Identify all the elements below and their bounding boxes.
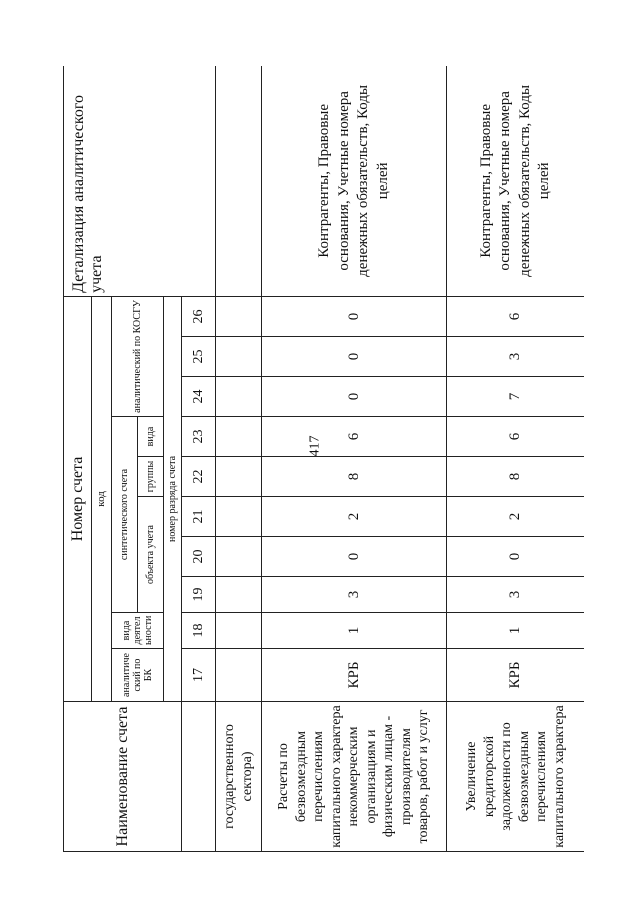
row-account-name: Увеличение кредиторской задолженности по безвозмездным перечислениям капитального характера <box>447 702 585 852</box>
row-value: 6 <box>447 417 585 457</box>
digit-cell: 17 <box>182 649 216 702</box>
digit-cell: 23 <box>182 417 216 457</box>
row-value: 1 <box>262 613 447 649</box>
header-group: группы <box>138 457 164 497</box>
header-analytic-detail: Детализация аналитического учета <box>64 66 216 296</box>
row-account-name: Расчеты по безвозмездным перечислениям капитального характера некоммерческим организациям и физическим лицам - производителям товаров, работ и услуг <box>262 702 447 852</box>
table-row <box>447 66 585 852</box>
digit-cell: 26 <box>182 296 216 336</box>
digit-cell: 21 <box>182 497 216 537</box>
row-value: 6 <box>447 296 585 336</box>
row-account-name: государственного сектора) <box>216 702 262 852</box>
row-value: 0 <box>447 537 585 577</box>
header-analytic-kosgu: аналитический по КОСГУ <box>112 296 164 416</box>
header-analytic-bk: аналитиче ский по БК <box>112 649 164 702</box>
row-value: 1 <box>447 613 585 649</box>
page-number: 417 <box>307 435 323 457</box>
row-value <box>216 497 262 537</box>
row-value <box>216 457 262 497</box>
header-account-number: Номер счета <box>64 296 92 701</box>
row-value: 8 <box>262 457 447 497</box>
header-activity-type: вида деятел ьности <box>112 613 164 649</box>
digit-cell: 24 <box>182 377 216 417</box>
row-value <box>216 296 262 336</box>
row-detail: Контрагенты, Правовые основания, Учетные номера денежных обязательств, Коды целей <box>262 66 447 296</box>
row-value <box>216 649 262 702</box>
row-value <box>216 417 262 457</box>
row-value: 7 <box>447 377 585 417</box>
row-value: КРБ <box>447 649 585 702</box>
row-detail: Контрагенты, Правовые основания, Учетные номера денежных обязательств, Коды целей <box>447 66 585 296</box>
digit-cell: 22 <box>182 457 216 497</box>
header-rank-number: номер разряда счета <box>164 296 182 701</box>
row-value: 2 <box>447 497 585 537</box>
header-kind: вида <box>138 417 164 457</box>
digit-cell: 19 <box>182 577 216 613</box>
row-value: 0 <box>262 296 447 336</box>
header-account-name: Наименование счета <box>64 702 182 852</box>
row-value <box>216 337 262 377</box>
account-table <box>63 66 584 852</box>
digit-cell: 20 <box>182 537 216 577</box>
row-detail <box>216 66 262 296</box>
row-value: 3 <box>447 577 585 613</box>
table-row <box>262 66 447 852</box>
row-value: 8 <box>447 457 585 497</box>
row-value: 0 <box>262 337 447 377</box>
row-value: 0 <box>262 377 447 417</box>
row-value: 3 <box>447 337 585 377</box>
row-value: 2 <box>262 497 447 537</box>
digit-cell: 25 <box>182 337 216 377</box>
row-value <box>216 577 262 613</box>
row-value: 0 <box>262 537 447 577</box>
header-code: код <box>92 296 112 701</box>
row-value: 3 <box>262 577 447 613</box>
account-table-frame <box>63 66 584 852</box>
row-value: КРБ <box>262 649 447 702</box>
digit-cell: 18 <box>182 613 216 649</box>
row-value <box>216 377 262 417</box>
row-value: 6 <box>262 417 447 457</box>
row-value <box>216 613 262 649</box>
digit-empty-cell <box>182 702 216 852</box>
header-synthetic-account: синтетического счета <box>112 417 138 613</box>
row-value <box>216 537 262 577</box>
header-object: объекта учета <box>138 497 164 613</box>
table-row <box>216 66 262 852</box>
